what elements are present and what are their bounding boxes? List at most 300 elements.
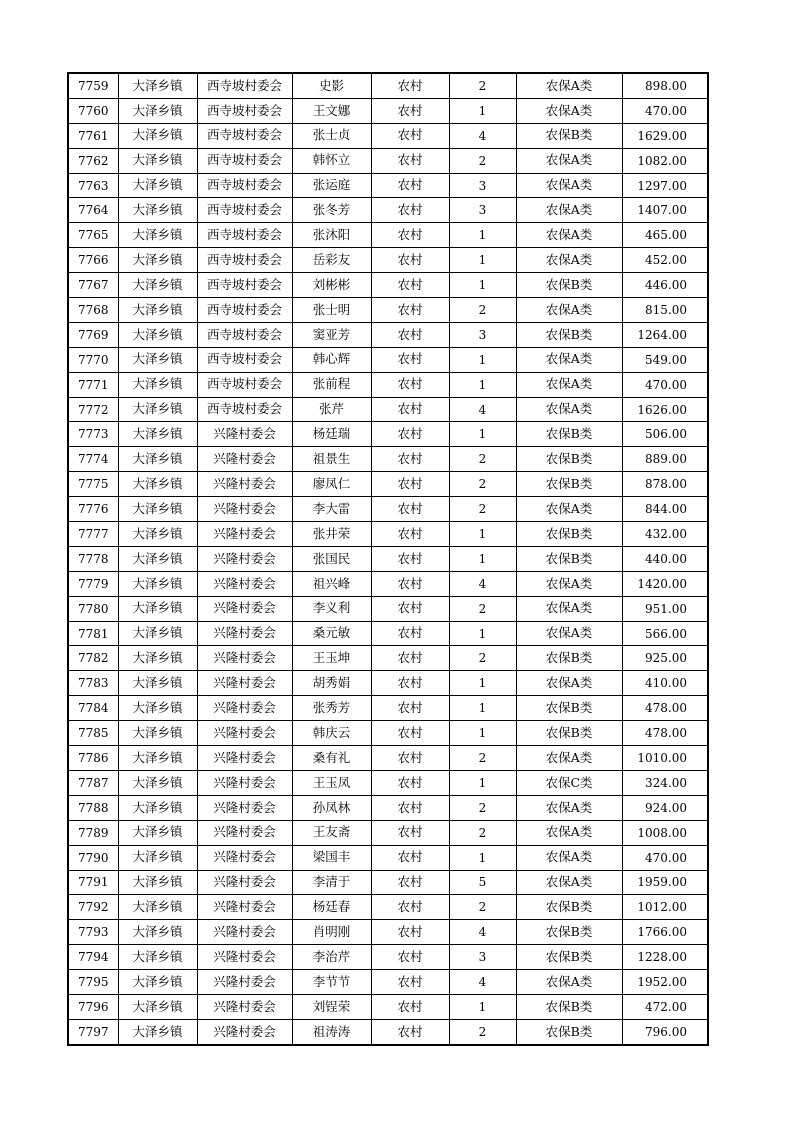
cell-amount: 1264.00: [622, 322, 708, 347]
cell-person-name: 胡秀娟: [292, 671, 371, 696]
cell-serial-number: 7766: [68, 248, 118, 273]
cell-amount: 478.00: [622, 721, 708, 746]
cell-household-type: 农村: [371, 73, 449, 98]
cell-village-committee: 兴隆村委会: [197, 671, 292, 696]
cell-amount: 1082.00: [622, 148, 708, 173]
cell-insurance-category: 农保B类: [516, 123, 622, 148]
cell-household-size: 2: [449, 148, 516, 173]
cell-person-name: 岳彩友: [292, 248, 371, 273]
cell-serial-number: 7760: [68, 98, 118, 123]
cell-township: 大泽乡镇: [118, 845, 197, 870]
cell-household-size: 1: [449, 845, 516, 870]
cell-township: 大泽乡镇: [118, 696, 197, 721]
cell-household-type: 农村: [371, 646, 449, 671]
cell-insurance-category: 农保A类: [516, 870, 622, 895]
cell-village-committee: 西寺坡村委会: [197, 173, 292, 198]
table-row: [68, 372, 708, 397]
table-row: [68, 596, 708, 621]
cell-household-type: 农村: [371, 372, 449, 397]
cell-person-name: 孙凤林: [292, 795, 371, 820]
cell-serial-number: 7788: [68, 795, 118, 820]
cell-person-name: 刘锃荣: [292, 994, 371, 1019]
cell-insurance-category: 农保A类: [516, 970, 622, 995]
cell-township: 大泽乡镇: [118, 472, 197, 497]
cell-insurance-category: 农保A类: [516, 198, 622, 223]
cell-serial-number: 7763: [68, 173, 118, 198]
cell-amount: 815.00: [622, 298, 708, 323]
cell-village-committee: 兴隆村委会: [197, 546, 292, 571]
cell-household-type: 农村: [371, 920, 449, 945]
cell-insurance-category: 农保C类: [516, 770, 622, 795]
cell-village-committee: 西寺坡村委会: [197, 322, 292, 347]
cell-village-committee: 兴隆村委会: [197, 1019, 292, 1044]
cell-amount: 324.00: [622, 770, 708, 795]
cell-village-committee: 西寺坡村委会: [197, 372, 292, 397]
cell-amount: 470.00: [622, 845, 708, 870]
cell-amount: 470.00: [622, 98, 708, 123]
table-row: [68, 447, 708, 472]
cell-household-size: 2: [449, 820, 516, 845]
cell-township: 大泽乡镇: [118, 770, 197, 795]
cell-township: 大泽乡镇: [118, 820, 197, 845]
cell-amount: 844.00: [622, 497, 708, 522]
cell-amount: 1766.00: [622, 920, 708, 945]
cell-insurance-category: 农保A类: [516, 845, 622, 870]
cell-insurance-category: 农保A类: [516, 223, 622, 248]
cell-serial-number: 7774: [68, 447, 118, 472]
cell-household-size: 1: [449, 422, 516, 447]
table-row: [68, 696, 708, 721]
cell-person-name: 张井荣: [292, 522, 371, 547]
cell-household-size: 1: [449, 522, 516, 547]
cell-household-size: 1: [449, 696, 516, 721]
cell-insurance-category: 农保A类: [516, 671, 622, 696]
cell-village-committee: 西寺坡村委会: [197, 298, 292, 323]
cell-person-name: 张冬芳: [292, 198, 371, 223]
cell-household-type: 农村: [371, 472, 449, 497]
cell-township: 大泽乡镇: [118, 98, 197, 123]
cell-household-size: 2: [449, 73, 516, 98]
cell-person-name: 李义利: [292, 596, 371, 621]
cell-amount: 1407.00: [622, 198, 708, 223]
cell-village-committee: 兴隆村委会: [197, 920, 292, 945]
cell-village-committee: 兴隆村委会: [197, 895, 292, 920]
cell-insurance-category: 农保A类: [516, 372, 622, 397]
cell-township: 大泽乡镇: [118, 795, 197, 820]
cell-household-type: 农村: [371, 746, 449, 771]
cell-household-type: 农村: [371, 298, 449, 323]
cell-serial-number: 7781: [68, 621, 118, 646]
cell-township: 大泽乡镇: [118, 372, 197, 397]
cell-household-type: 农村: [371, 347, 449, 372]
cell-insurance-category: 农保B类: [516, 447, 622, 472]
cell-township: 大泽乡镇: [118, 895, 197, 920]
cell-person-name: 桑有礼: [292, 746, 371, 771]
cell-insurance-category: 农保A类: [516, 248, 622, 273]
cell-village-committee: 西寺坡村委会: [197, 198, 292, 223]
cell-amount: 452.00: [622, 248, 708, 273]
table-row: [68, 721, 708, 746]
table-row: [68, 123, 708, 148]
cell-village-committee: 兴隆村委会: [197, 472, 292, 497]
cell-insurance-category: 农保B类: [516, 472, 622, 497]
cell-household-type: 农村: [371, 322, 449, 347]
cell-insurance-category: 农保A类: [516, 746, 622, 771]
cell-household-size: 3: [449, 945, 516, 970]
cell-township: 大泽乡镇: [118, 198, 197, 223]
cell-village-committee: 兴隆村委会: [197, 820, 292, 845]
cell-household-type: 农村: [371, 397, 449, 422]
cell-insurance-category: 农保B类: [516, 322, 622, 347]
cell-insurance-category: 农保A类: [516, 397, 622, 422]
cell-amount: 925.00: [622, 646, 708, 671]
cell-household-size: 1: [449, 273, 516, 298]
cell-insurance-category: 农保A类: [516, 497, 622, 522]
cell-serial-number: 7772: [68, 397, 118, 422]
cell-amount: 1297.00: [622, 173, 708, 198]
cell-household-type: 农村: [371, 870, 449, 895]
cell-amount: 549.00: [622, 347, 708, 372]
table-row: [68, 1019, 708, 1044]
cell-household-type: 农村: [371, 795, 449, 820]
cell-insurance-category: 农保A类: [516, 795, 622, 820]
table-row: [68, 198, 708, 223]
cell-amount: 796.00: [622, 1019, 708, 1044]
table-row: [68, 223, 708, 248]
cell-insurance-category: 农保A类: [516, 173, 622, 198]
cell-village-committee: 兴隆村委会: [197, 945, 292, 970]
cell-amount: 446.00: [622, 273, 708, 298]
cell-serial-number: 7787: [68, 770, 118, 795]
table-row: [68, 522, 708, 547]
table-row: [68, 148, 708, 173]
cell-serial-number: 7771: [68, 372, 118, 397]
table-row: [68, 173, 708, 198]
cell-serial-number: 7769: [68, 322, 118, 347]
cell-township: 大泽乡镇: [118, 347, 197, 372]
cell-household-type: 农村: [371, 447, 449, 472]
cell-household-type: 农村: [371, 123, 449, 148]
table-row: [68, 571, 708, 596]
cell-village-committee: 西寺坡村委会: [197, 397, 292, 422]
cell-household-size: 2: [449, 646, 516, 671]
cell-household-type: 农村: [371, 895, 449, 920]
cell-township: 大泽乡镇: [118, 273, 197, 298]
cell-person-name: 张国民: [292, 546, 371, 571]
cell-serial-number: 7776: [68, 497, 118, 522]
cell-village-committee: 兴隆村委会: [197, 994, 292, 1019]
cell-household-type: 农村: [371, 571, 449, 596]
cell-serial-number: 7773: [68, 422, 118, 447]
document-table-container: [67, 72, 709, 1046]
cell-serial-number: 7759: [68, 73, 118, 98]
cell-insurance-category: 农保B类: [516, 945, 622, 970]
cell-household-size: 1: [449, 721, 516, 746]
cell-township: 大泽乡镇: [118, 870, 197, 895]
cell-person-name: 王文娜: [292, 98, 371, 123]
cell-serial-number: 7779: [68, 571, 118, 596]
cell-person-name: 史影: [292, 73, 371, 98]
cell-village-committee: 兴隆村委会: [197, 845, 292, 870]
cell-insurance-category: 农保A类: [516, 596, 622, 621]
cell-village-committee: 西寺坡村委会: [197, 98, 292, 123]
cell-household-type: 农村: [371, 770, 449, 795]
cell-person-name: 张芹: [292, 397, 371, 422]
cell-insurance-category: 农保A类: [516, 820, 622, 845]
cell-amount: 478.00: [622, 696, 708, 721]
table-row: [68, 945, 708, 970]
cell-insurance-category: 农保A类: [516, 73, 622, 98]
cell-serial-number: 7761: [68, 123, 118, 148]
cell-household-type: 农村: [371, 148, 449, 173]
cell-village-committee: 兴隆村委会: [197, 522, 292, 547]
cell-person-name: 梁国丰: [292, 845, 371, 870]
cell-township: 大泽乡镇: [118, 646, 197, 671]
cell-amount: 951.00: [622, 596, 708, 621]
cell-serial-number: 7791: [68, 870, 118, 895]
cell-village-committee: 西寺坡村委会: [197, 273, 292, 298]
cell-household-type: 农村: [371, 98, 449, 123]
cell-serial-number: 7764: [68, 198, 118, 223]
cell-amount: 1626.00: [622, 397, 708, 422]
cell-insurance-category: 农保B类: [516, 895, 622, 920]
cell-village-committee: 兴隆村委会: [197, 571, 292, 596]
cell-township: 大泽乡镇: [118, 422, 197, 447]
cell-household-size: 3: [449, 322, 516, 347]
table-row: [68, 845, 708, 870]
cell-person-name: 窦亚芳: [292, 322, 371, 347]
cell-township: 大泽乡镇: [118, 223, 197, 248]
cell-village-committee: 兴隆村委会: [197, 447, 292, 472]
cell-township: 大泽乡镇: [118, 596, 197, 621]
cell-household-size: 4: [449, 397, 516, 422]
cell-township: 大泽乡镇: [118, 322, 197, 347]
cell-township: 大泽乡镇: [118, 920, 197, 945]
table-row: [68, 497, 708, 522]
cell-household-size: 1: [449, 372, 516, 397]
cell-household-type: 农村: [371, 546, 449, 571]
cell-serial-number: 7796: [68, 994, 118, 1019]
cell-serial-number: 7797: [68, 1019, 118, 1044]
cell-township: 大泽乡镇: [118, 148, 197, 173]
cell-person-name: 李节节: [292, 970, 371, 995]
cell-insurance-category: 农保B类: [516, 920, 622, 945]
cell-amount: 924.00: [622, 795, 708, 820]
cell-person-name: 李治芹: [292, 945, 371, 970]
cell-insurance-category: 农保B类: [516, 721, 622, 746]
cell-amount: 506.00: [622, 422, 708, 447]
cell-serial-number: 7786: [68, 746, 118, 771]
table-row: [68, 347, 708, 372]
cell-insurance-category: 农保B类: [516, 696, 622, 721]
cell-township: 大泽乡镇: [118, 447, 197, 472]
cell-village-committee: 西寺坡村委会: [197, 148, 292, 173]
cell-household-type: 农村: [371, 970, 449, 995]
cell-household-type: 农村: [371, 422, 449, 447]
cell-insurance-category: 农保B类: [516, 994, 622, 1019]
cell-insurance-category: 农保A类: [516, 347, 622, 372]
table-row: [68, 820, 708, 845]
cell-household-size: 2: [449, 472, 516, 497]
cell-insurance-category: 农保A类: [516, 298, 622, 323]
cell-village-committee: 兴隆村委会: [197, 497, 292, 522]
cell-village-committee: 兴隆村委会: [197, 770, 292, 795]
cell-household-type: 农村: [371, 721, 449, 746]
table-row: [68, 98, 708, 123]
cell-village-committee: 西寺坡村委会: [197, 248, 292, 273]
cell-household-size: 2: [449, 447, 516, 472]
cell-township: 大泽乡镇: [118, 621, 197, 646]
cell-household-size: 1: [449, 98, 516, 123]
cell-amount: 898.00: [622, 73, 708, 98]
cell-serial-number: 7795: [68, 970, 118, 995]
cell-township: 大泽乡镇: [118, 571, 197, 596]
cell-township: 大泽乡镇: [118, 546, 197, 571]
cell-village-committee: 兴隆村委会: [197, 646, 292, 671]
cell-insurance-category: 农保A类: [516, 98, 622, 123]
cell-village-committee: 兴隆村委会: [197, 870, 292, 895]
cell-household-size: 2: [449, 746, 516, 771]
cell-person-name: 张前程: [292, 372, 371, 397]
cell-township: 大泽乡镇: [118, 746, 197, 771]
cell-household-type: 农村: [371, 273, 449, 298]
table-row: [68, 746, 708, 771]
cell-household-size: 4: [449, 970, 516, 995]
cell-household-size: 1: [449, 770, 516, 795]
table-row: [68, 73, 708, 98]
cell-village-committee: 西寺坡村委会: [197, 73, 292, 98]
cell-household-type: 农村: [371, 1019, 449, 1044]
cell-amount: 1952.00: [622, 970, 708, 995]
cell-person-name: 李大雷: [292, 497, 371, 522]
cell-insurance-category: 农保A类: [516, 621, 622, 646]
table-row: [68, 298, 708, 323]
table-row: [68, 646, 708, 671]
cell-amount: 1629.00: [622, 123, 708, 148]
cell-person-name: 王玉凤: [292, 770, 371, 795]
cell-serial-number: 7768: [68, 298, 118, 323]
table-row: [68, 397, 708, 422]
cell-amount: 1420.00: [622, 571, 708, 596]
cell-amount: 465.00: [622, 223, 708, 248]
cell-township: 大泽乡镇: [118, 970, 197, 995]
cell-household-type: 农村: [371, 845, 449, 870]
table-body: [68, 73, 708, 1045]
cell-household-size: 1: [449, 994, 516, 1019]
cell-person-name: 张士明: [292, 298, 371, 323]
cell-serial-number: 7784: [68, 696, 118, 721]
cell-serial-number: 7770: [68, 347, 118, 372]
cell-person-name: 杨廷瑞: [292, 422, 371, 447]
cell-person-name: 肖明刚: [292, 920, 371, 945]
cell-amount: 470.00: [622, 372, 708, 397]
cell-amount: 432.00: [622, 522, 708, 547]
cell-person-name: 张运庭: [292, 173, 371, 198]
cell-person-name: 祖涛涛: [292, 1019, 371, 1044]
cell-household-type: 农村: [371, 497, 449, 522]
cell-person-name: 李清于: [292, 870, 371, 895]
table-row: [68, 621, 708, 646]
cell-insurance-category: 农保B类: [516, 1019, 622, 1044]
cell-household-type: 农村: [371, 621, 449, 646]
cell-person-name: 韩心辉: [292, 347, 371, 372]
table-row: [68, 273, 708, 298]
cell-township: 大泽乡镇: [118, 298, 197, 323]
cell-household-type: 农村: [371, 671, 449, 696]
cell-household-size: 1: [449, 621, 516, 646]
cell-village-committee: 兴隆村委会: [197, 746, 292, 771]
cell-township: 大泽乡镇: [118, 945, 197, 970]
cell-amount: 566.00: [622, 621, 708, 646]
cell-household-size: 2: [449, 497, 516, 522]
cell-household-size: 1: [449, 248, 516, 273]
cell-village-committee: 兴隆村委会: [197, 795, 292, 820]
cell-household-size: 5: [449, 870, 516, 895]
cell-person-name: 祖景生: [292, 447, 371, 472]
cell-household-size: 4: [449, 920, 516, 945]
cell-person-name: 韩怀立: [292, 148, 371, 173]
cell-amount: 1228.00: [622, 945, 708, 970]
cell-township: 大泽乡镇: [118, 671, 197, 696]
cell-person-name: 王玉坤: [292, 646, 371, 671]
cell-insurance-category: 农保B类: [516, 646, 622, 671]
cell-household-size: 1: [449, 671, 516, 696]
cell-village-committee: 兴隆村委会: [197, 422, 292, 447]
cell-township: 大泽乡镇: [118, 721, 197, 746]
cell-person-name: 杨廷春: [292, 895, 371, 920]
cell-serial-number: 7767: [68, 273, 118, 298]
cell-person-name: 王友斋: [292, 820, 371, 845]
cell-household-size: 4: [449, 571, 516, 596]
cell-household-type: 农村: [371, 945, 449, 970]
cell-person-name: 桑元敏: [292, 621, 371, 646]
cell-serial-number: 7789: [68, 820, 118, 845]
cell-household-size: 4: [449, 123, 516, 148]
cell-serial-number: 7793: [68, 920, 118, 945]
cell-person-name: 张士贞: [292, 123, 371, 148]
table-row: [68, 870, 708, 895]
cell-township: 大泽乡镇: [118, 73, 197, 98]
cell-insurance-category: 农保B类: [516, 522, 622, 547]
cell-township: 大泽乡镇: [118, 248, 197, 273]
cell-amount: 1012.00: [622, 895, 708, 920]
cell-person-name: 张秀芳: [292, 696, 371, 721]
cell-township: 大泽乡镇: [118, 123, 197, 148]
cell-household-type: 农村: [371, 596, 449, 621]
cell-insurance-category: 农保B类: [516, 273, 622, 298]
table-row: [68, 895, 708, 920]
cell-person-name: 韩庆云: [292, 721, 371, 746]
cell-amount: 472.00: [622, 994, 708, 1019]
cell-household-size: 3: [449, 198, 516, 223]
cell-household-size: 3: [449, 173, 516, 198]
cell-amount: 889.00: [622, 447, 708, 472]
table-row: [68, 546, 708, 571]
cell-person-name: 廖凤仁: [292, 472, 371, 497]
cell-serial-number: 7765: [68, 223, 118, 248]
cell-household-size: 2: [449, 895, 516, 920]
cell-township: 大泽乡镇: [118, 397, 197, 422]
cell-household-size: 2: [449, 795, 516, 820]
cell-village-committee: 兴隆村委会: [197, 596, 292, 621]
table-row: [68, 795, 708, 820]
cell-serial-number: 7778: [68, 546, 118, 571]
cell-amount: 1959.00: [622, 870, 708, 895]
cell-village-committee: 西寺坡村委会: [197, 223, 292, 248]
cell-village-committee: 西寺坡村委会: [197, 123, 292, 148]
relief-roster-table: [67, 72, 709, 1046]
table-row: [68, 248, 708, 273]
